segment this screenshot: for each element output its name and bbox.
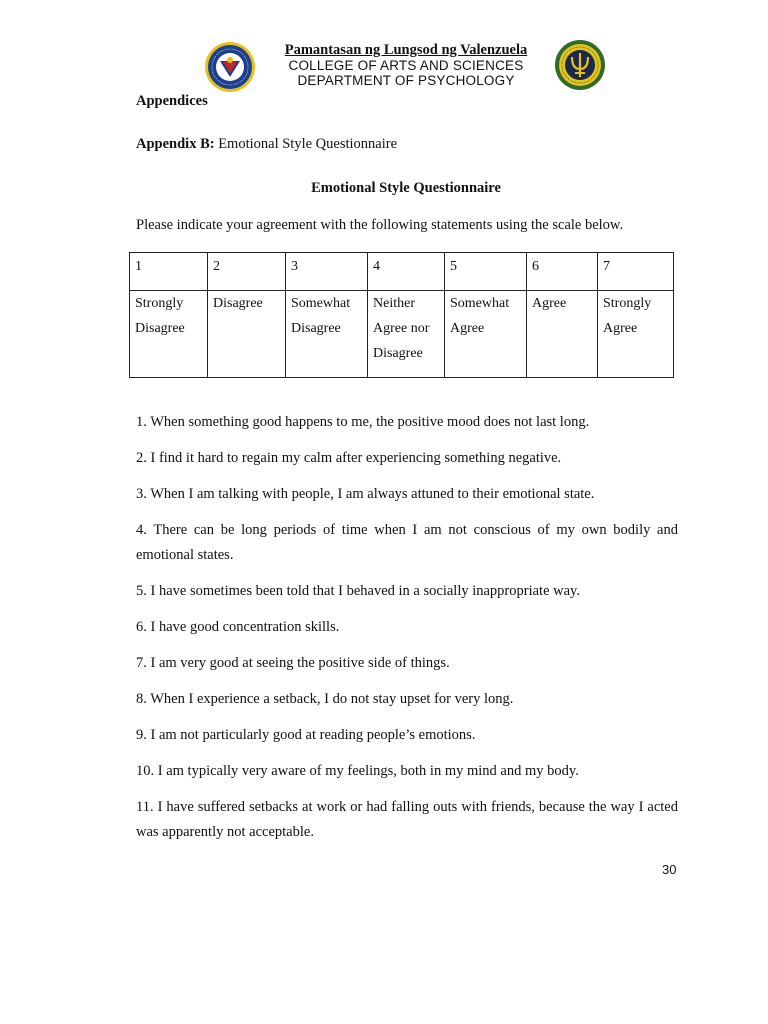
scale-number-cell: 5: [445, 253, 527, 291]
scale-label-line: Agree: [450, 321, 485, 336]
appendix-label: Appendix B:: [136, 136, 215, 152]
scale-label-line: Somewhat: [291, 296, 351, 311]
scale-label-cell: [527, 291, 598, 378]
scale-number-cell: 7: [598, 253, 674, 291]
scale-label-line: Agree nor: [373, 321, 430, 336]
appendix-title: Emotional Style Questionnaire: [218, 136, 398, 152]
psychology-society-seal-icon: [554, 39, 606, 91]
scale-label-line: Strongly: [135, 296, 184, 311]
scale-label-line: Disagree: [213, 296, 263, 311]
questionnaire-item: 4. There can be long periods of time when I am not conscious of my own bodily and emotional states.: [136, 522, 678, 563]
questionnaire-item: 6. I have good concentration skills.: [136, 619, 340, 635]
scale-label-line: Disagree: [135, 321, 185, 336]
questionnaire-item: 7. I am very good at seeing the positive side of things.: [136, 655, 450, 671]
scale-number-cell: 2: [208, 253, 286, 291]
questionnaire-item: 2. I find it hard to regain my calm after experiencing something negative.: [136, 450, 562, 466]
appendix-label-line: [136, 132, 397, 157]
scale-label-line: Strongly: [603, 296, 652, 311]
scale-label-line: Somewhat: [450, 296, 510, 311]
scale-label-line: Disagree: [373, 346, 423, 361]
scale-label-line: Agree: [532, 296, 567, 311]
scale-number-cell: 4: [368, 253, 445, 291]
questionnaire-item: 10. I am typically very aware of my feelings, both in my mind and my body.: [136, 763, 579, 779]
questionnaire-item: 5. I have sometimes been told that I behaved in a socially inappropriate way.: [136, 583, 580, 599]
scale-label-line: Neither: [373, 296, 415, 311]
questionnaire-items: [136, 410, 678, 856]
scale-number-cell: 3: [286, 253, 368, 291]
scale-number-cell: 1: [130, 253, 208, 291]
university-seal-icon: [204, 41, 256, 93]
questionnaire-item: 9. I am not particularly good at reading people’s emotions.: [136, 727, 476, 743]
questionnaire-item: 8. When I experience a setback, I do not stay upset for very long.: [136, 691, 514, 707]
letterhead: [260, 43, 552, 88]
scale-label-cell: [286, 291, 368, 378]
page-number: 30: [662, 862, 677, 877]
questionnaire-item: 1. When something good happens to me, the positive mood does not last long.: [136, 414, 590, 430]
questionnaire-item: 3. When I am talking with people, I am always attuned to their emotional state.: [136, 486, 595, 502]
college-name: COLLEGE OF ARTS AND SCIENCES: [288, 58, 524, 73]
instruction-text: Please indicate your agreement with the following statements using the scale below.: [136, 217, 624, 233]
scale-label-line: Agree: [603, 321, 638, 336]
section-heading: Appendices: [136, 93, 208, 109]
department-name: DEPARTMENT OF PSYCHOLOGY: [297, 73, 515, 88]
scale-number-cell: 6: [527, 253, 598, 291]
scale-label-line: Disagree: [291, 321, 341, 336]
scale-label-cell: [130, 291, 208, 378]
questionnaire-title: Emotional Style Questionnaire: [311, 180, 501, 196]
scale-label-cell: [598, 291, 674, 378]
rating-scale-table: [129, 252, 674, 378]
scale-label-cell: [368, 291, 445, 378]
scale-label-row: [130, 291, 674, 378]
university-name: Pamantasan ng Lungsod ng Valenzuela: [284, 42, 528, 58]
questionnaire-item: 11. I have suffered setbacks at work or had falling outs with friends, because the way I acted was apparently not acceptable.: [136, 799, 678, 840]
scale-label-cell: [208, 291, 286, 378]
scale-number-row: [130, 253, 674, 291]
scale-label-cell: [445, 291, 527, 378]
